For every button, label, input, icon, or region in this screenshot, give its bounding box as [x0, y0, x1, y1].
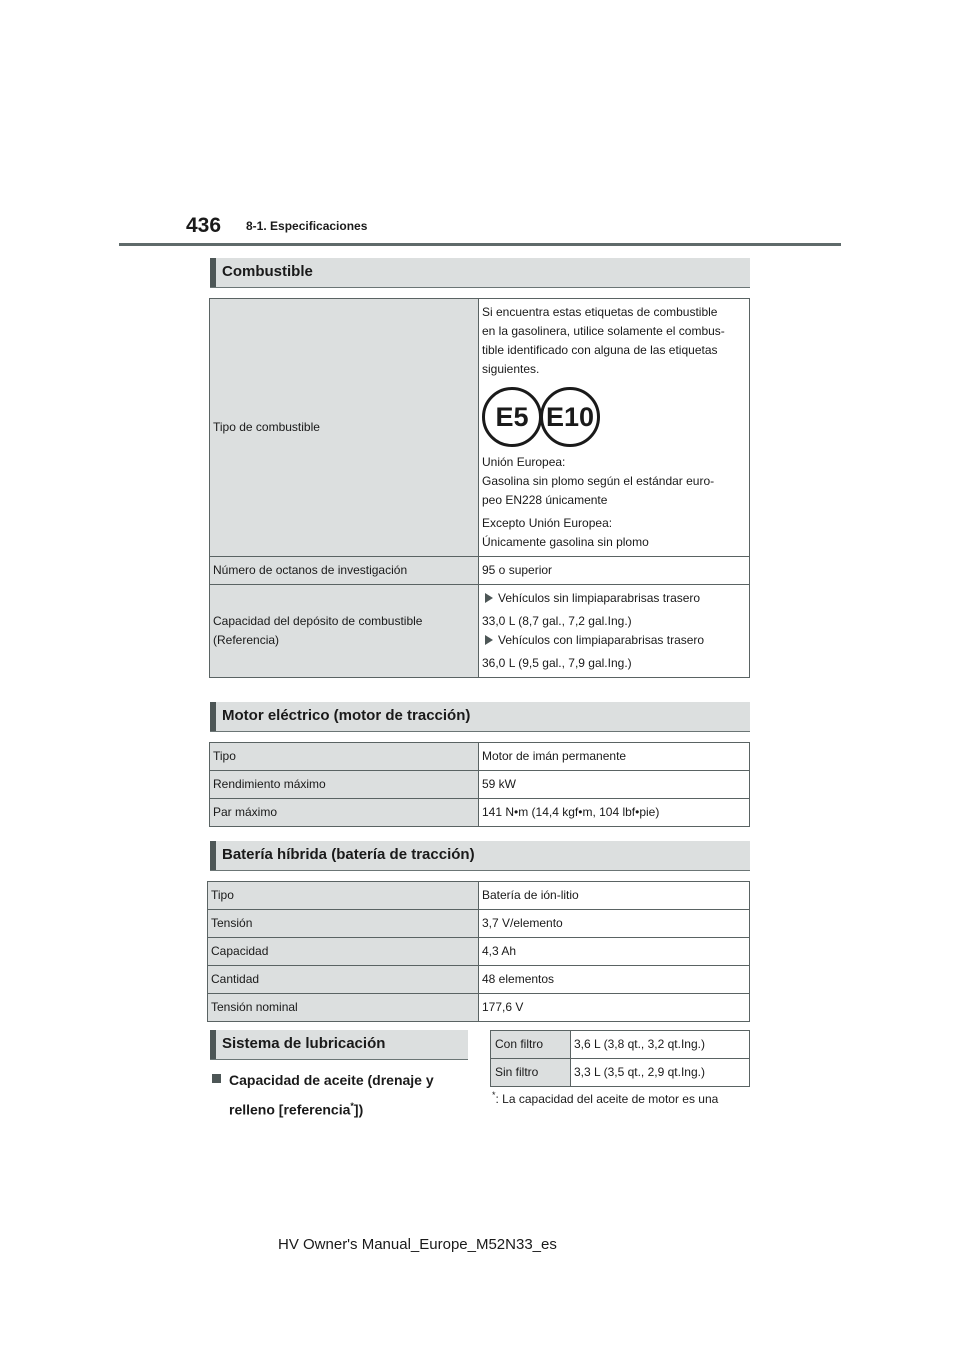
eu-line: Unión Europea:: [482, 455, 566, 469]
spec-value: 3,3 L (3,5 qt., 2,9 qt.Ing.): [571, 1059, 750, 1087]
lubrication-section-title: Sistema de lubricación: [222, 1035, 386, 1052]
tank-label-line: (Referencia): [213, 633, 280, 647]
spec-label: Par máximo: [210, 799, 479, 827]
octane-value: 95 o superior: [479, 557, 750, 585]
battery-section-title: Batería híbrida (batería de tracción): [222, 846, 475, 863]
spec-label: Capacidad: [208, 938, 479, 966]
table-row: [491, 1059, 750, 1087]
triangle-bullet-icon: [485, 635, 493, 645]
non-eu-line: Únicamente gasolina sin plomo: [482, 535, 649, 549]
spec-value: 3,7 V/elemento: [479, 910, 750, 938]
tank-value: [479, 585, 750, 678]
spec-label: Tensión nominal: [208, 994, 479, 1022]
spec-value: 3,6 L (3,8 qt., 3,2 qt.Ing.): [571, 1031, 750, 1059]
footnote-text: : La capacidad del aceite de motor es una: [495, 1092, 719, 1106]
oil-table: [490, 1030, 750, 1087]
oil-title-text: relleno [referencia: [229, 1101, 351, 1118]
spec-value: 177,6 V: [479, 994, 750, 1022]
motor-section-title: Motor eléctrico (motor de tracción): [222, 707, 471, 724]
tank-capacity: 36,0 L (9,5 gal., 7,9 gal.Ing.): [482, 656, 632, 670]
table-row: [210, 743, 750, 771]
section-bar: [210, 1030, 216, 1059]
eu-line: peo EN228 únicamente: [482, 493, 608, 507]
fuel-type-label: Tipo de combustible: [210, 299, 479, 557]
spec-value: 141 N•m (14,4 kgf•m, 104 lbf•pie): [479, 799, 750, 827]
fuel-table: [209, 298, 750, 678]
square-bullet-icon: [212, 1074, 221, 1083]
table-row: [491, 1031, 750, 1059]
table-row: [208, 938, 750, 966]
battery-table: [207, 881, 750, 1022]
footnote: [492, 1090, 718, 1106]
table-row: [210, 557, 750, 585]
spec-label: Rendimiento máximo: [210, 771, 479, 799]
oil-title-line: Capacidad de aceite (drenaje y: [229, 1072, 434, 1088]
spec-value: 4,3 Ah: [479, 938, 750, 966]
fuel-type-value: [479, 299, 750, 557]
page-number: 436: [186, 214, 222, 237]
spec-value: 59 kW: [479, 771, 750, 799]
fuel-section-header: [210, 258, 750, 288]
e5-fuel-label: E5: [482, 387, 542, 447]
footer-text: HV Owner's Manual_Europe_M52N33_es: [278, 1236, 557, 1253]
oil-title-end: ]): [353, 1101, 364, 1118]
spec-label: Tipo: [208, 882, 479, 910]
footnote-mark: *: [492, 1090, 496, 1100]
table-row: [208, 882, 750, 910]
lubrication-section-header: [210, 1030, 468, 1060]
footnote-mark: *: [350, 1101, 354, 1111]
oil-title-line: [229, 1093, 469, 1123]
header-rule: [119, 243, 841, 246]
spec-value: 48 elementos: [479, 966, 750, 994]
table-row: [210, 299, 750, 557]
fuel-intro-line: en la gasolinera, utilice solamente el combus-: [482, 324, 725, 338]
triangle-bullet-icon: [485, 593, 493, 603]
spec-label: Cantidad: [208, 966, 479, 994]
spec-value: Motor de imán permanente: [479, 743, 750, 771]
tank-case: Vehículos sin limpiaparabrisas trasero: [498, 591, 701, 605]
table-row: [208, 994, 750, 1022]
table-row: [208, 966, 750, 994]
e10-fuel-label: E10: [540, 387, 600, 447]
section-bar: [210, 258, 216, 287]
spec-label: Sin filtro: [491, 1059, 571, 1087]
section-bar: [210, 841, 216, 870]
fuel-intro-line: siguientes.: [482, 362, 540, 376]
table-row: [210, 799, 750, 827]
eu-line: Gasolina sin plomo según el estándar euro-: [482, 474, 715, 488]
octane-label: Número de octanos de investigación: [210, 557, 479, 585]
tank-case: Vehículos con limpiaparabrisas trasero: [498, 633, 705, 647]
tank-label: [210, 585, 479, 678]
tank-capacity: 33,0 L (8,7 gal., 7,2 gal.Ing.): [482, 614, 632, 628]
spec-value: Batería de ión-litio: [479, 882, 750, 910]
chapter-title: 8-1. Especificaciones: [246, 219, 368, 233]
motor-table: [209, 742, 750, 827]
fuel-intro-line: Si encuentra estas etiquetas de combustible: [482, 305, 718, 319]
table-row: [210, 771, 750, 799]
fuel-section-title: Combustible: [222, 263, 313, 280]
oil-capacity-title: [229, 1067, 469, 1123]
table-row: [208, 910, 750, 938]
motor-section-header: [210, 702, 750, 732]
non-eu-line: Excepto Unión Europea:: [482, 516, 613, 530]
spec-label: Con filtro: [491, 1031, 571, 1059]
spec-label: Tipo: [210, 743, 479, 771]
table-row: [210, 585, 750, 678]
battery-section-header: [210, 841, 750, 871]
fuel-labels: [482, 387, 746, 447]
tank-label-line: Capacidad del depósito de combustible: [213, 614, 423, 628]
spec-label: Tensión: [208, 910, 479, 938]
fuel-intro-line: tible identificado con alguna de las etiquetas: [482, 343, 718, 357]
section-bar: [210, 702, 216, 731]
